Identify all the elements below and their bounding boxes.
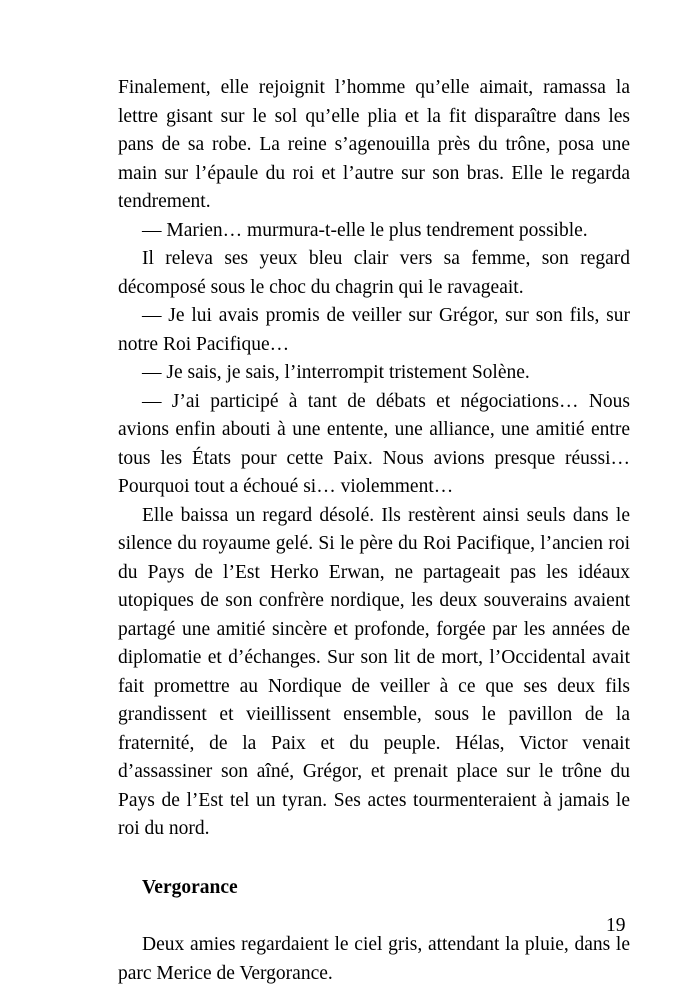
page-number: 19 [606,915,626,936]
page-body [118,74,630,988]
paragraph-4: — Je lui avais promis de veiller sur Grégor, sur son fils, sur notre Roi Pacifique… [118,305,630,355]
paragraph-3: Il releva ses yeux bleu clair vers sa femme, son regard décomposé sous le choc du chagrin qui le ravageait. [118,248,630,298]
section-heading: Vergorance [142,876,238,898]
paragraph-2: — Marien… murmura-t-elle le plus tendrement possible. [142,219,588,241]
paragraph-1: Finalement, elle rejoignit l’homme qu’elle aimait, ramassa la lettre gisant sur le sol qu’elle plia et la fit disparaître dans les pans de sa robe. La reine s’agenouilla près du trône, posa une main sur l’épaule du roi et l’autre sur son bras. Elle le regarda tendrement. [118,77,630,212]
paragraph-5: — Je sais, je sais, l’interrompit tristement Solène. [142,362,530,383]
section-paragraph: Deux amies regardaient le ciel gris, attendant la pluie, dans le parc Merice de Vergorance. [118,934,630,984]
paragraph-6: — J’ai participé à tant de débats et négociations… Nous avions enfin abouti à une entente, une alliance, une amitié entre tous les États pour cette Paix. Nous avions presque réussi… Pourquoi tout a échoué si… violemment… [118,390,630,497]
paragraph-7: Elle baissa un regard désolé. Ils restèrent ainsi seuls dans le silence du royaume gelé. Si le père du Roi Pacifique, l’ancien roi du Pays de l’Est Herko Erwan, ne partageait pas les idéaux utopiques de son confrère nordique, les deux souverains avaient partagé une amitié sincère et profonde, forgée par les années de diplomatie et d’échanges. Sur son lit de mort, l’Occidental avait fait promettre au Nordique de veiller à ce que ses deux fils grandissent et vieillissent ensemble, sous le pavillon de la fraternité, de la Paix et du peuple. Hélas, Victor venait d’assassiner son aîné, Grégor, et prenait place sur le trône du Pays de l’Est tel un tyran. Ses actes tourmenteraient à jamais le roi du nord. [118,504,630,839]
